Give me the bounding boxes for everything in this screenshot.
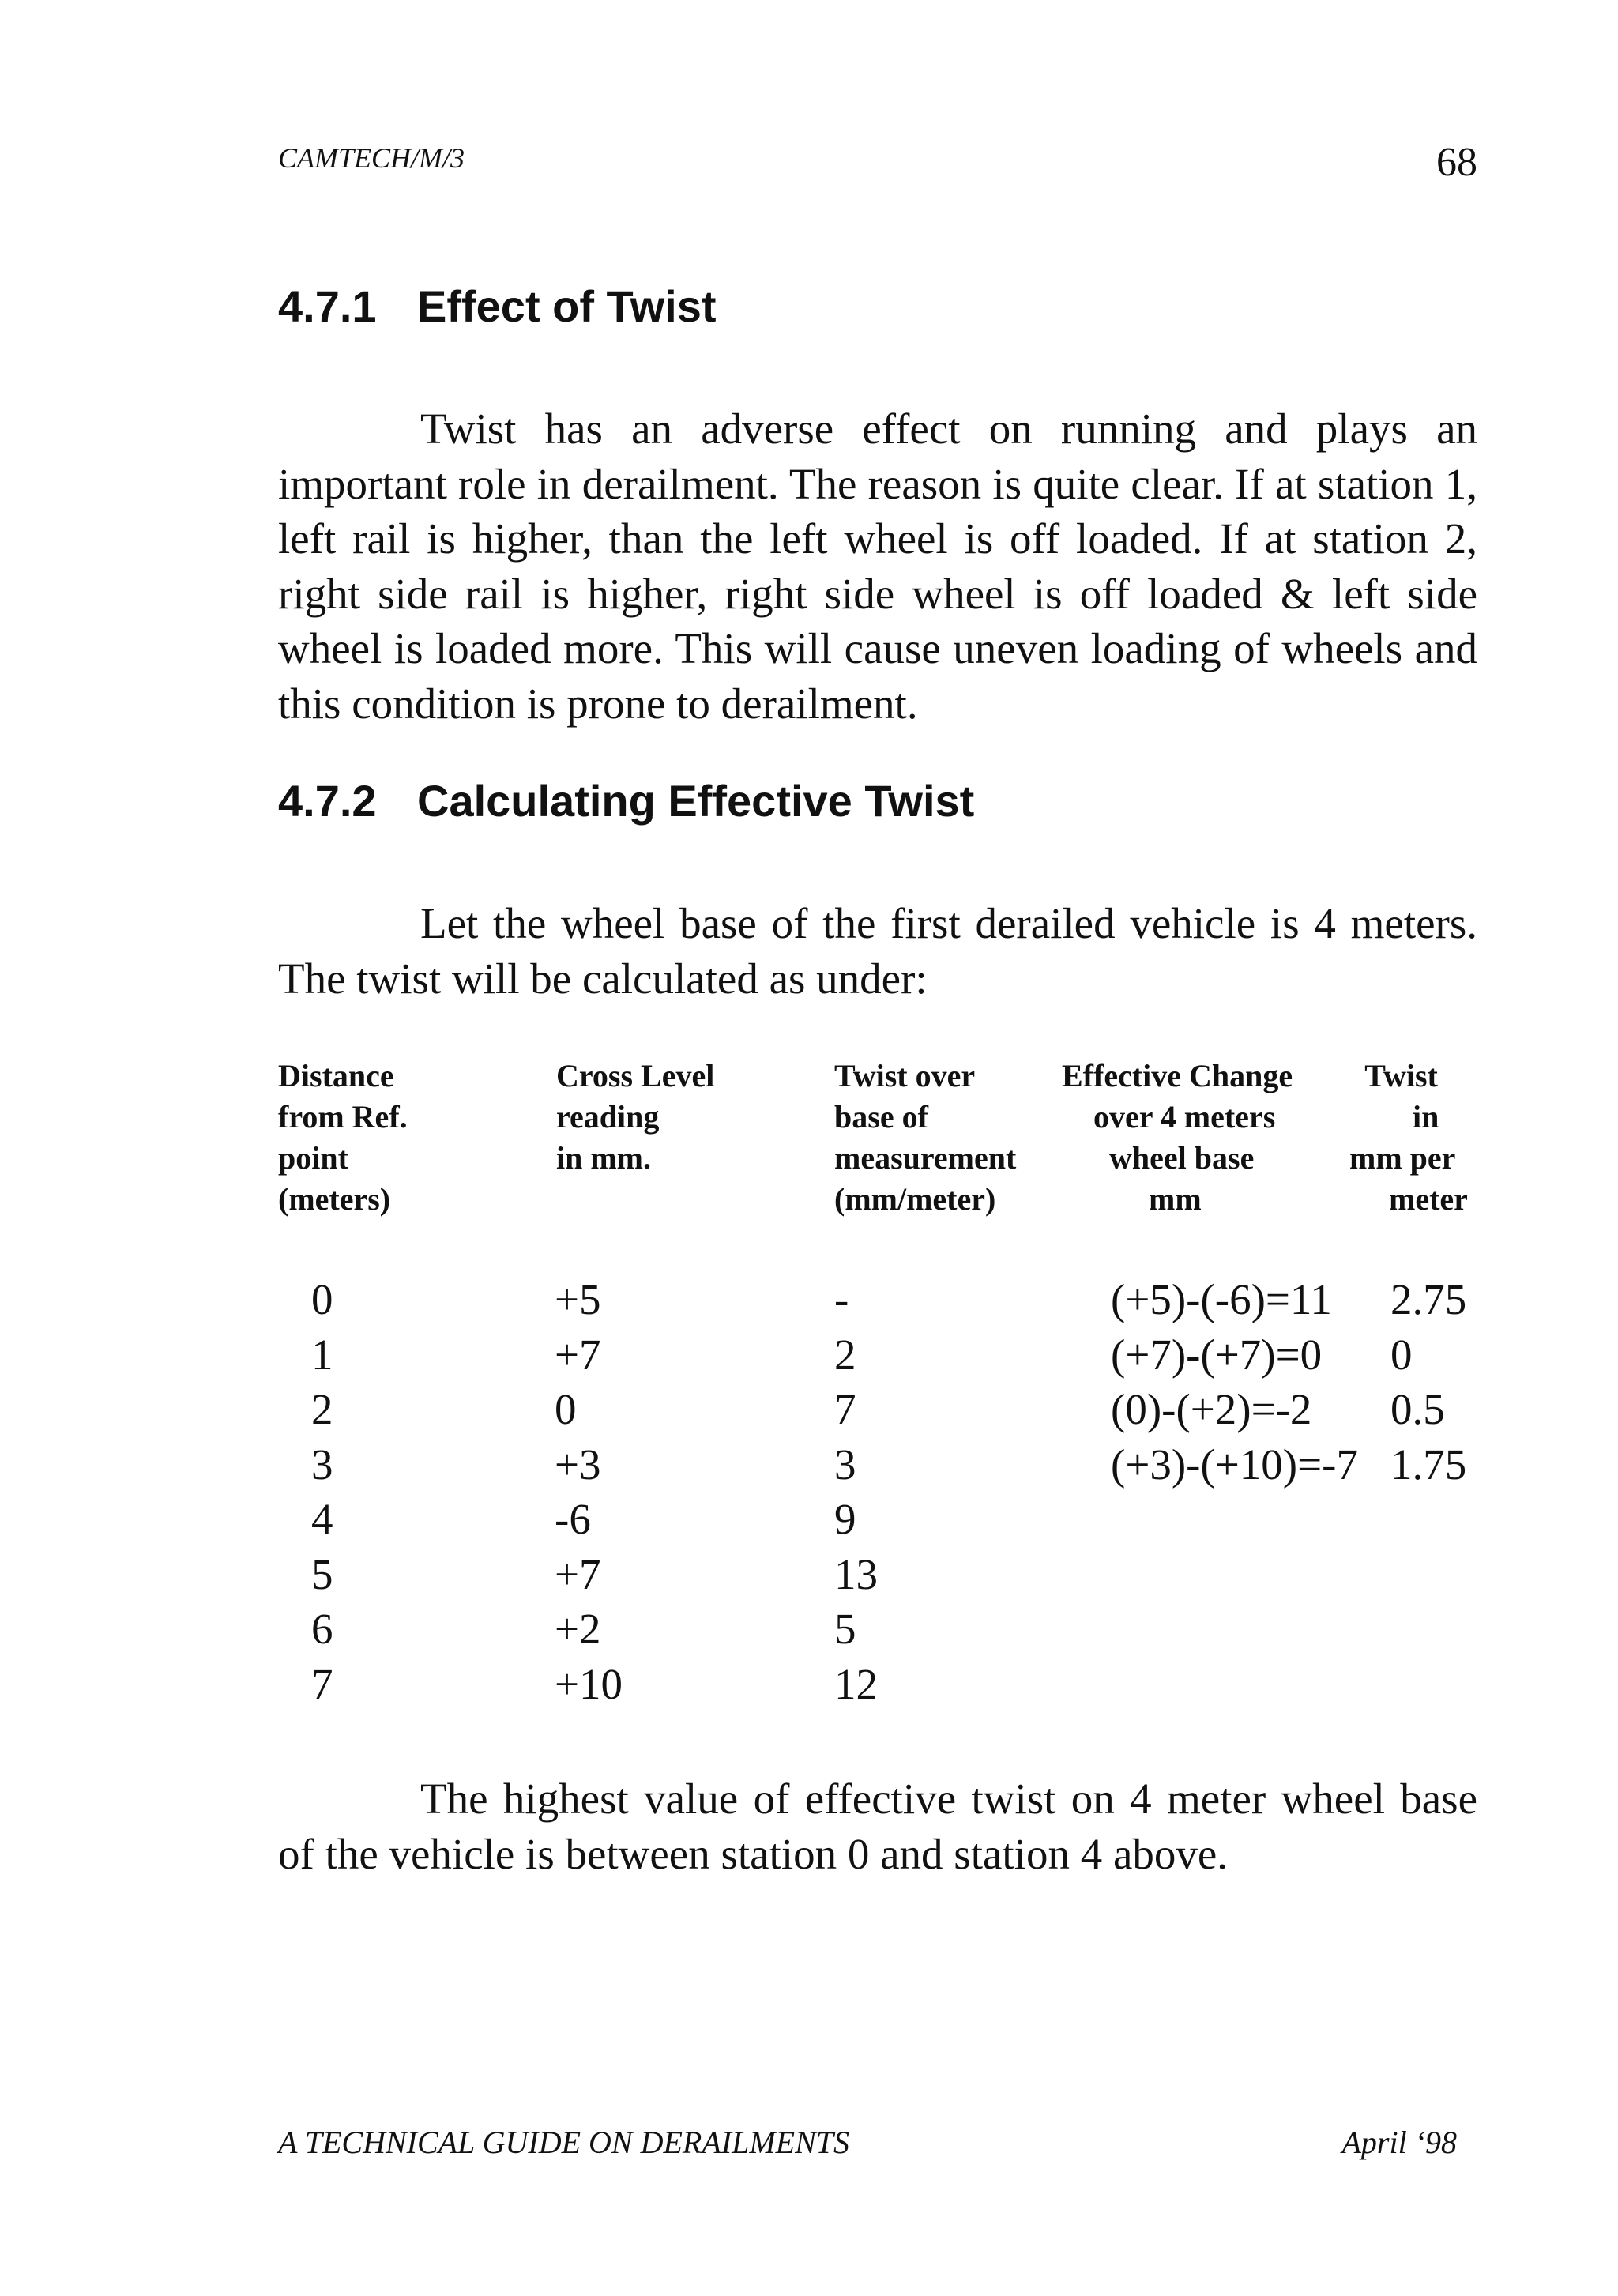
cell-twist-per-meter: 1.75 (1390, 1440, 1467, 1489)
section-heading-effect-of-twist (278, 281, 717, 332)
cell-distance: 3 (311, 1440, 333, 1489)
section-number: 4.7.2 (278, 776, 377, 826)
section-title: Calculating Effective Twist (417, 776, 975, 826)
cell-twist-over-base: 2 (834, 1330, 856, 1379)
table-row (0, 1382, 1618, 1437)
cell-distance: 0 (311, 1275, 333, 1323)
cell-effective-change: (+5)-(-6)=11 (1111, 1275, 1332, 1323)
cell-cross-level: +7 (555, 1549, 601, 1598)
section-title: Effect of Twist (417, 281, 717, 331)
cell-cross-level: +2 (555, 1605, 601, 1653)
column-header-twist-over-base: Twist over base of measurement (mm/meter) (834, 1058, 1017, 1217)
cell-twist-per-meter: 2.75 (1390, 1275, 1467, 1323)
cell-twist-over-base: 13 (834, 1549, 878, 1598)
table-row (0, 1437, 1618, 1492)
cell-distance: 4 (311, 1495, 333, 1543)
table-row (0, 1492, 1618, 1547)
document-id: CAMTECH/M/3 (278, 142, 465, 174)
section-number: 4.7.1 (278, 281, 377, 331)
conclusion-paragraph: The highest value of effective twist on 4 meter wheel base of the vehicle is between station 0 and station 4 above. (278, 1775, 1477, 1878)
footer-guide-title: A TECHNICAL GUIDE ON DERAILMENTS (278, 2125, 850, 2160)
column-header-twist-per-meter: Twist in mm per meter (1349, 1058, 1468, 1217)
cell-distance: 1 (311, 1330, 333, 1379)
cell-cross-level: +3 (555, 1440, 601, 1489)
cell-distance: 7 (311, 1659, 333, 1708)
cell-twist-over-base: - (834, 1275, 849, 1323)
table-row (0, 1657, 1618, 1712)
effect-of-twist-paragraph: Twist has an adverse effect on running and plays an important role in derailment. The reason is quite clear. If at station 1, left rail is higher, than the left wheel is off loaded. If at station 2, right side rail is higher, right side wheel is off loaded & left side wheel is loaded more. This will cause uneven loading of wheels and this condition is prone to derailment. (278, 405, 1477, 728)
cell-effective-change: (+7)-(+7)=0 (1111, 1330, 1323, 1379)
cell-twist-per-meter: 0.5 (1390, 1385, 1445, 1433)
section-heading-calculating-effective-twist (278, 776, 974, 826)
cell-twist-over-base: 9 (834, 1495, 856, 1543)
cell-distance: 2 (311, 1385, 333, 1433)
cell-cross-level: +10 (555, 1659, 623, 1708)
cell-twist-over-base: 12 (834, 1659, 878, 1708)
cell-twist-per-meter: 0 (1390, 1330, 1413, 1379)
table-row (0, 1327, 1618, 1383)
table-row (0, 1272, 1618, 1327)
table-row (0, 1547, 1618, 1602)
cell-cross-level: +5 (555, 1275, 601, 1323)
table-row (0, 1602, 1618, 1657)
cell-twist-over-base: 3 (834, 1440, 856, 1489)
footer-date: April ‘98 (1341, 2125, 1457, 2160)
column-header-effective-change: Effective Change over 4 meters wheel base mm (1062, 1058, 1293, 1217)
cell-effective-change: (0)-(+2)=-2 (1111, 1385, 1312, 1433)
cell-twist-over-base: 5 (834, 1605, 856, 1653)
cell-cross-level: +7 (555, 1330, 601, 1379)
cell-twist-over-base: 7 (834, 1385, 856, 1433)
column-header-cross-level: Cross Level reading in mm. (556, 1058, 715, 1176)
twist-data-table (0, 1272, 1618, 1711)
page-number: 68 (1436, 140, 1477, 185)
cell-effective-change: (+3)-(+10)=-7 (1111, 1440, 1358, 1489)
cell-cross-level: 0 (555, 1385, 577, 1433)
cell-cross-level: -6 (555, 1495, 591, 1543)
cell-distance: 5 (311, 1549, 333, 1598)
cell-distance: 6 (311, 1605, 333, 1653)
column-header-distance: Distance from Ref. point (meters) (278, 1058, 408, 1217)
calculating-twist-paragraph: Let the wheel base of the first derailed vehicle is 4 meters. The twist will be calculated as under: (278, 899, 1477, 1003)
